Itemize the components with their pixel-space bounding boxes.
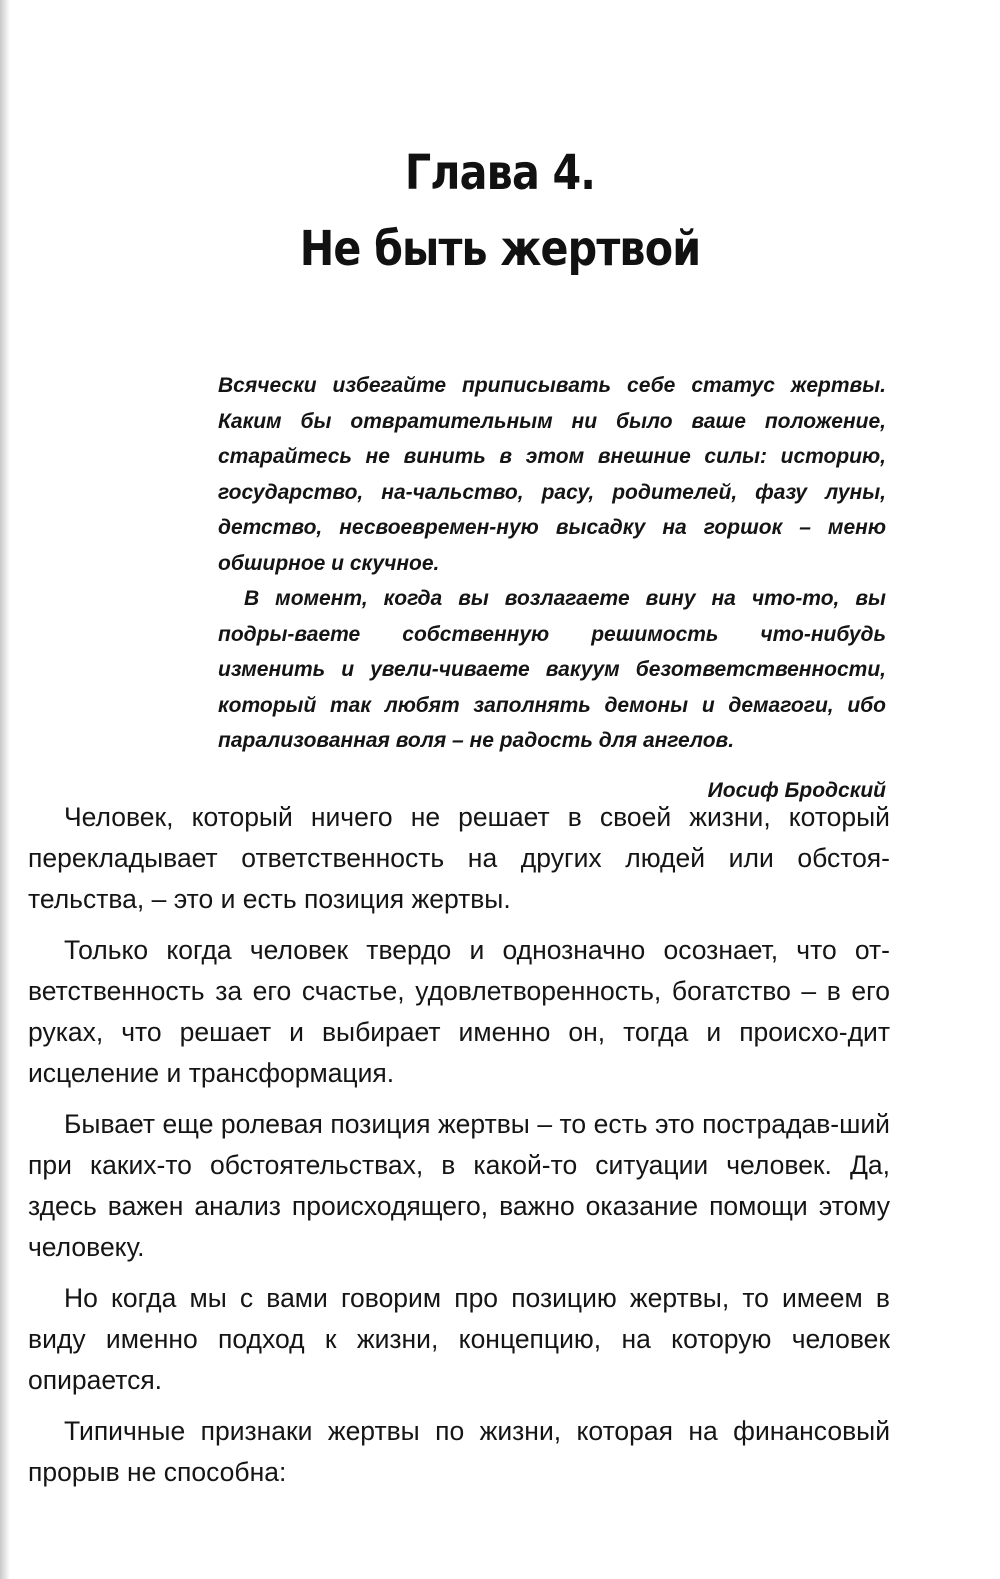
scan-shadow-edge: [0, 0, 10, 1579]
chapter-number: Глава 4.: [404, 145, 596, 201]
body-paragraph-2: Только когда человек твердо и однозначно осознает, что от-ветственность за его счастье, удовлетворенность, богатство – в его руках, что решает и выбирает именно он, тогда и происхо-дит исцеление и трансформация.: [28, 935, 890, 1088]
body-paragraph-1: Человек, который ничего не решает в своей жизни, который перекладывает ответственность на других людей или обстоя-тельства, – это и есть позиция жертвы.: [28, 802, 890, 914]
body-paragraph-5: Типичные признаки жертвы по жизни, которая на финансовый прорыв не способна:: [28, 1416, 890, 1487]
chapter-body: [28, 797, 890, 1503]
epigraph: [218, 368, 886, 808]
epigraph-paragraph-1: Всячески избегайте приписывать себе статус жертвы. Каким бы отвратительным ни было ваше положение, старайтесь не винить в этом внешние силы: историю, государство, на-чальство, расу, родителей, фазу луны, детство, несвоевремен-ную высадку на горшок – меню обширное и скучное.: [218, 374, 886, 575]
body-paragraph-4: Но когда мы с вами говорим про позицию жертвы, то имеем в виду именно подход к жизни, концепцию, на которую человек опирается.: [28, 1283, 890, 1395]
epigraph-author: Иосиф Бродский: [707, 778, 886, 802]
chapter-title: [70, 135, 930, 287]
chapter-name: Не быть жертвой: [299, 221, 701, 277]
epigraph-paragraph-2: В момент, когда вы возлагаете вину на что-то, вы подры-ваете собственную решимость что-нибудь изменить и увели-чиваете вакуум безответственности, который так любят заполнять демоны и демагоги, ибо парализованная воля – не радость для ангелов.: [218, 587, 886, 752]
body-paragraph-3: Бывает еще ролевая позиция жертвы – то есть это пострадав-ший при каких-то обстоятельствах, в какой-то ситуации человек. Да, здесь важен анализ происходящего, важно оказание помощи этому человеку.: [28, 1109, 890, 1262]
